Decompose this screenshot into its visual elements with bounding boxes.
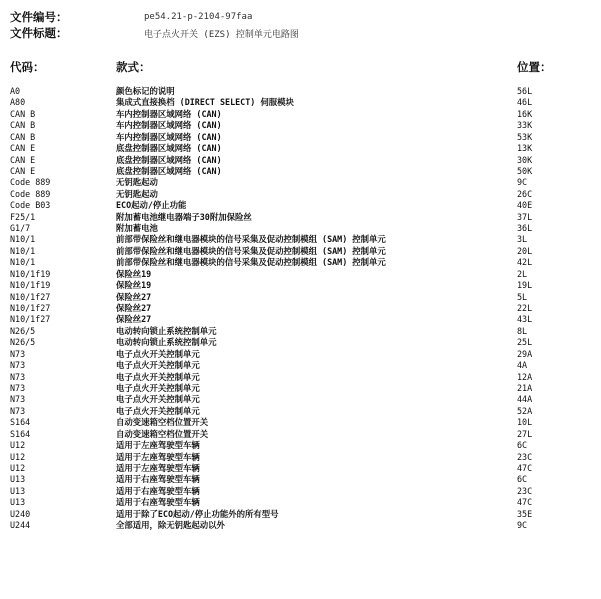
model-cell: 底盘控制器区域网络 (CAN) bbox=[116, 154, 222, 165]
code-column-header: 代码： bbox=[10, 60, 45, 74]
position-cell: 44A bbox=[517, 394, 533, 405]
position-cell: 36L bbox=[517, 223, 533, 234]
table-row bbox=[0, 143, 601, 154]
model-cell: 适用于右座驾驶型车辆 bbox=[116, 497, 200, 508]
code-cell: G1/7 bbox=[10, 223, 31, 234]
code-cell: U240 bbox=[10, 508, 31, 519]
code-cell: N73 bbox=[10, 348, 26, 359]
model-cell: 保险丝27 bbox=[116, 291, 152, 302]
position-cell: 20L bbox=[517, 245, 533, 256]
position-cell: 9C bbox=[517, 520, 528, 531]
position-cell: 35E bbox=[517, 508, 533, 519]
model-cell: 适用于左座驾驶型车辆 bbox=[116, 451, 200, 462]
model-cell: 前部带保险丝和继电器模块的信号采集及促动控制模组 (SAM) 控制单元 bbox=[116, 245, 386, 256]
table-row bbox=[0, 463, 601, 474]
model-cell: 附加蓄电池 bbox=[116, 223, 158, 234]
model-cell: 车内控制器区域网络 (CAN) bbox=[116, 108, 222, 119]
table-row bbox=[0, 269, 601, 280]
model-cell: 自动变速箱空档位置开关 bbox=[116, 428, 209, 439]
model-cell: 电动转向锁止系统控制单元 bbox=[116, 337, 217, 348]
code-cell: N26/5 bbox=[10, 337, 36, 348]
table-row bbox=[0, 314, 601, 325]
position-cell: 29A bbox=[517, 348, 533, 359]
model-cell: 前部带保险丝和继电器模块的信号采集及促动控制模组 (SAM) 控制单元 bbox=[116, 257, 386, 268]
position-cell: 52A bbox=[517, 405, 533, 416]
position-cell: 30K bbox=[517, 154, 533, 165]
table-row bbox=[0, 520, 601, 531]
model-cell: ECO起动/停止功能 bbox=[116, 200, 187, 211]
position-cell: 12A bbox=[517, 371, 533, 382]
table-row bbox=[0, 120, 601, 131]
code-cell: CAN E bbox=[10, 154, 36, 165]
table-row bbox=[0, 234, 601, 245]
table-row bbox=[0, 360, 601, 371]
table-row bbox=[0, 452, 601, 463]
code-cell: CAN B bbox=[10, 108, 36, 119]
code-cell: N26/5 bbox=[10, 325, 36, 336]
document-header bbox=[10, 9, 299, 41]
position-cell: 56L bbox=[517, 86, 533, 96]
position-cell: 43L bbox=[517, 314, 533, 325]
code-cell: A0 bbox=[10, 86, 21, 96]
position-cell: 8L bbox=[517, 325, 528, 336]
model-cell: 电子点火开关控制单元 bbox=[116, 371, 200, 382]
position-cell: 22L bbox=[517, 303, 533, 314]
code-cell: U13 bbox=[10, 485, 26, 496]
model-cell: 电子点火开关控制单元 bbox=[116, 394, 200, 405]
position-cell: 33K bbox=[517, 120, 533, 131]
position-cell: 13K bbox=[517, 143, 533, 154]
table-row bbox=[0, 177, 601, 188]
position-cell: 6C bbox=[517, 474, 528, 485]
code-cell: U244 bbox=[10, 520, 31, 531]
model-cell: 电动转向锁止系统控制单元 bbox=[116, 325, 217, 336]
position-cell: 25L bbox=[517, 337, 533, 348]
code-cell: N10/1f19 bbox=[10, 280, 51, 291]
model-cell: 电子点火开关控制单元 bbox=[116, 405, 200, 416]
model-cell: 无钥匙起动 bbox=[116, 177, 158, 188]
code-cell: Code B03 bbox=[10, 200, 51, 211]
position-cell: 2L bbox=[517, 268, 528, 279]
table-row bbox=[0, 486, 601, 497]
code-cell: N73 bbox=[10, 371, 26, 382]
model-cell: 保险丝27 bbox=[116, 314, 152, 325]
table-row bbox=[0, 497, 601, 508]
model-cell: 适用于除了ECO起动/停止功能外的所有型号 bbox=[116, 508, 279, 519]
position-cell: 9C bbox=[517, 177, 528, 188]
table-row bbox=[0, 394, 601, 405]
model-cell: 底盘控制器区域网络 (CAN) bbox=[116, 143, 222, 154]
position-cell: 23C bbox=[517, 485, 533, 496]
position-cell: 37L bbox=[517, 211, 533, 222]
position-cell: 21A bbox=[517, 382, 533, 393]
code-cell: Code 889 bbox=[10, 188, 51, 199]
position-cell: 19L bbox=[517, 280, 533, 291]
position-cell: 47C bbox=[517, 462, 533, 473]
table-row bbox=[0, 189, 601, 200]
code-cell: U12 bbox=[10, 462, 26, 473]
code-cell: N73 bbox=[10, 360, 26, 371]
position-cell: 46L bbox=[517, 97, 533, 108]
table-row bbox=[0, 406, 601, 417]
position-cell: 40E bbox=[517, 200, 533, 211]
code-cell: N10/1 bbox=[10, 257, 36, 268]
model-cell: 适用于右座驾驶型车辆 bbox=[116, 474, 200, 485]
table-row bbox=[0, 97, 601, 108]
position-cell: 6C bbox=[517, 440, 528, 451]
model-cell: 适用于左座驾驶型车辆 bbox=[116, 440, 200, 451]
table-row bbox=[0, 440, 601, 451]
table-row bbox=[0, 166, 601, 177]
code-cell: N10/1f19 bbox=[10, 268, 51, 279]
model-cell: 车内控制器区域网络 (CAN) bbox=[116, 131, 222, 142]
table-row bbox=[0, 200, 601, 211]
doc-title-value: 电子点火开关 (EZS) 控制单元电路图 bbox=[144, 29, 299, 40]
table-row bbox=[0, 372, 601, 383]
model-column-header: 款式： bbox=[116, 60, 151, 74]
model-cell: 保险丝19 bbox=[116, 280, 152, 291]
code-cell: Code 889 bbox=[10, 177, 51, 188]
code-cell: N10/1f27 bbox=[10, 303, 51, 314]
model-cell: 适用于右座驾驶型车辆 bbox=[116, 485, 200, 496]
table-row bbox=[0, 132, 601, 143]
model-cell: 全部适用，除无钥匙起动以外 bbox=[116, 520, 225, 531]
doc-number-label: 文件编号： bbox=[10, 10, 68, 24]
model-cell: 集成式直接换档 (DIRECT SELECT) 伺服模块 bbox=[116, 97, 294, 108]
code-cell: N10/1f27 bbox=[10, 291, 51, 302]
model-cell: 前部带保险丝和继电器模块的信号采集及促动控制模组 (SAM) 控制单元 bbox=[116, 234, 386, 245]
code-cell: F25/1 bbox=[10, 211, 36, 222]
code-cell: N73 bbox=[10, 382, 26, 393]
position-cell: 4A bbox=[517, 360, 528, 371]
model-cell: 自动变速箱空档位置开关 bbox=[116, 417, 209, 428]
model-cell: 附加蓄电池继电器端子30附加保险丝 bbox=[116, 211, 252, 222]
table-row bbox=[0, 429, 601, 440]
code-cell: S164 bbox=[10, 417, 31, 428]
code-cell: U12 bbox=[10, 440, 26, 451]
code-cell: N10/1f27 bbox=[10, 314, 51, 325]
doc-number-value: pe54.21-p-2104-97faa bbox=[144, 12, 253, 22]
table-row bbox=[0, 280, 601, 291]
table-row bbox=[0, 303, 601, 314]
doc-number-row bbox=[10, 9, 299, 25]
doc-title-label: 文件标题： bbox=[10, 26, 68, 40]
position-cell: 16K bbox=[517, 108, 533, 119]
table-row bbox=[0, 257, 601, 268]
table-row bbox=[0, 326, 601, 337]
component-table bbox=[0, 86, 601, 531]
model-cell: 适用于左座驾驶型车辆 bbox=[116, 462, 200, 473]
table-row bbox=[0, 417, 601, 428]
table-row bbox=[0, 109, 601, 120]
position-cell: 5L bbox=[517, 291, 528, 302]
position-column-header: 位置： bbox=[517, 60, 552, 74]
position-cell: 27L bbox=[517, 428, 533, 439]
code-cell: N10/1 bbox=[10, 245, 36, 256]
model-cell: 车内控制器区域网络 (CAN) bbox=[116, 120, 222, 131]
code-cell: N73 bbox=[10, 405, 26, 416]
position-cell: 42L bbox=[517, 257, 533, 268]
code-cell: A80 bbox=[10, 97, 26, 108]
position-cell: 3L bbox=[517, 234, 528, 245]
model-cell: 电子点火开关控制单元 bbox=[116, 382, 200, 393]
code-cell: U13 bbox=[10, 474, 26, 485]
code-cell: N73 bbox=[10, 394, 26, 405]
doc-title-row bbox=[10, 25, 299, 41]
model-cell: 电子点火开关控制单元 bbox=[116, 360, 200, 371]
table-row bbox=[0, 509, 601, 520]
table-row bbox=[0, 246, 601, 257]
code-cell: CAN E bbox=[10, 165, 36, 176]
code-cell: CAN E bbox=[10, 143, 36, 154]
table-row bbox=[0, 474, 601, 485]
position-cell: 50K bbox=[517, 165, 533, 176]
position-cell: 53K bbox=[517, 131, 533, 142]
code-cell: U13 bbox=[10, 497, 26, 508]
model-cell: 颜色标记的说明 bbox=[116, 86, 175, 96]
code-cell: S164 bbox=[10, 428, 31, 439]
table-row bbox=[0, 292, 601, 303]
code-cell: CAN B bbox=[10, 131, 36, 142]
table-row bbox=[0, 155, 601, 166]
column-headers bbox=[0, 59, 601, 75]
model-cell: 保险丝19 bbox=[116, 268, 152, 279]
table-row bbox=[0, 337, 601, 348]
table-row bbox=[0, 212, 601, 223]
code-cell: N10/1 bbox=[10, 234, 36, 245]
table-row bbox=[0, 86, 601, 97]
table-row bbox=[0, 349, 601, 360]
position-cell: 26C bbox=[517, 188, 533, 199]
code-cell: U12 bbox=[10, 451, 26, 462]
position-cell: 23C bbox=[517, 451, 533, 462]
position-cell: 10L bbox=[517, 417, 533, 428]
model-cell: 无钥匙起动 bbox=[116, 188, 158, 199]
model-cell: 电子点火开关控制单元 bbox=[116, 348, 200, 359]
table-row bbox=[0, 223, 601, 234]
table-row bbox=[0, 383, 601, 394]
model-cell: 底盘控制器区域网络 (CAN) bbox=[116, 165, 222, 176]
model-cell: 保险丝27 bbox=[116, 303, 152, 314]
position-cell: 47C bbox=[517, 497, 533, 508]
code-cell: CAN B bbox=[10, 120, 36, 131]
